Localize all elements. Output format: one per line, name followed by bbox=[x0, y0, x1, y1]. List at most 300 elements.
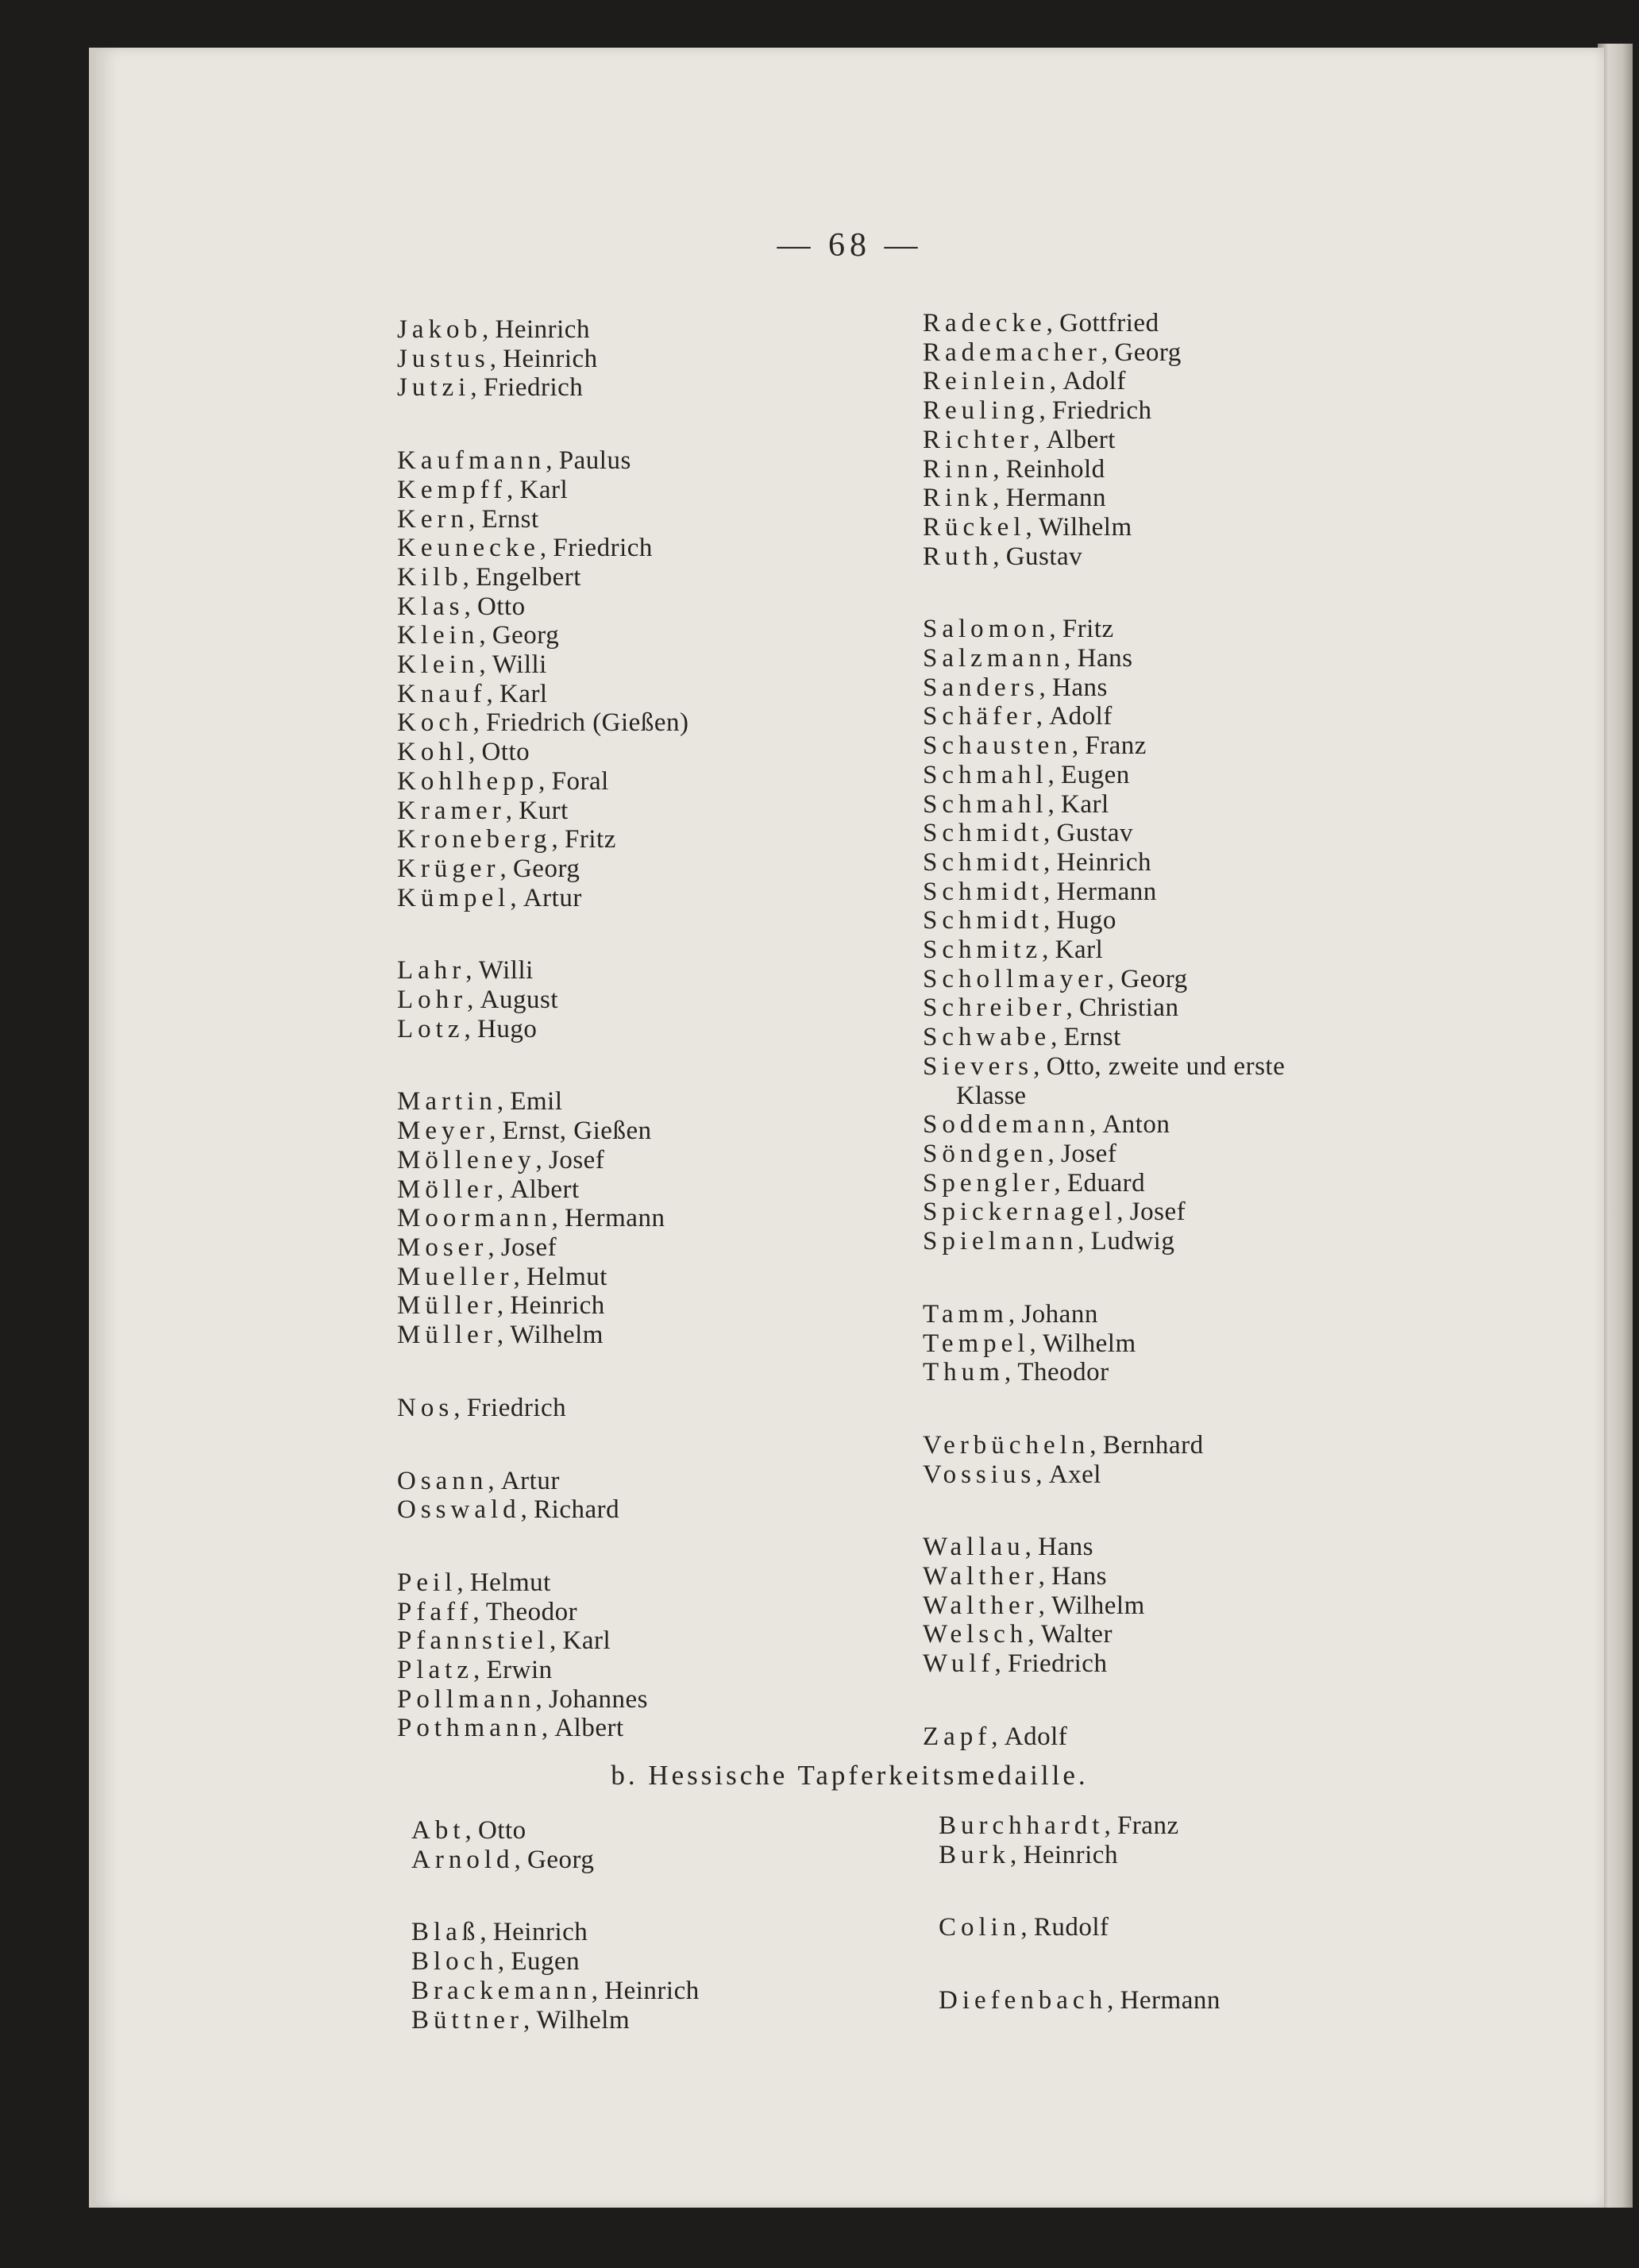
separator: , bbox=[496, 1174, 511, 1204]
separator: , bbox=[480, 1918, 493, 1947]
given-name: Foral bbox=[551, 766, 609, 796]
name-entry bbox=[923, 673, 1285, 703]
given-name: Friedrich bbox=[553, 534, 653, 563]
given-name: Theodor bbox=[1017, 1358, 1109, 1387]
separator: , bbox=[482, 315, 496, 344]
given-name: Ernst bbox=[481, 504, 539, 534]
surname: Pfannstiel bbox=[397, 1626, 550, 1656]
given-name: Bernhard bbox=[1102, 1430, 1204, 1460]
surname: Schausten bbox=[923, 731, 1072, 761]
given-name: Walter bbox=[1040, 1620, 1113, 1649]
separator: , bbox=[1010, 1840, 1024, 1869]
given-name: Josef bbox=[1061, 1139, 1117, 1168]
given-name: Reinhold bbox=[1005, 454, 1105, 484]
given-name: Otto bbox=[481, 738, 530, 767]
given-name: Karl bbox=[499, 679, 548, 708]
surname: Schmidt bbox=[923, 819, 1044, 848]
given-name: Adolf bbox=[1049, 702, 1113, 731]
surname: Pfaff bbox=[397, 1597, 473, 1626]
separator: , bbox=[551, 825, 565, 854]
section-title: b. Hessische Tapferkeitsmedaille. bbox=[611, 1760, 1089, 1791]
given-name: Willi bbox=[492, 650, 547, 680]
surname: Schmahl bbox=[923, 789, 1048, 819]
name-entry bbox=[923, 1140, 1285, 1169]
given-name: Gottfried bbox=[1059, 309, 1159, 338]
name-entry bbox=[397, 956, 688, 986]
given-name: Axel bbox=[1048, 1460, 1101, 1489]
surname: Jutzi bbox=[397, 373, 471, 403]
surname: Reinlein bbox=[923, 367, 1050, 396]
name-entry bbox=[939, 1811, 1221, 1841]
surname: Söndgen bbox=[923, 1139, 1048, 1168]
given-name: Anton bbox=[1102, 1110, 1170, 1140]
left-column bbox=[397, 315, 688, 1743]
name-entry bbox=[397, 1087, 688, 1117]
surname: Martin bbox=[397, 1087, 497, 1117]
name-entry bbox=[397, 1394, 688, 1423]
given-name: Artur bbox=[523, 883, 582, 912]
separator: , bbox=[1066, 993, 1079, 1023]
name-entry bbox=[923, 1358, 1285, 1387]
separator: , bbox=[523, 2005, 537, 2035]
name-entry bbox=[923, 513, 1285, 542]
surname: Kaufmann bbox=[397, 446, 546, 476]
separator: , bbox=[1004, 1358, 1018, 1387]
name-entry bbox=[923, 426, 1285, 455]
book-page bbox=[89, 48, 1604, 2208]
surname: Blaß bbox=[411, 1918, 480, 1947]
name-entry bbox=[411, 1947, 700, 1977]
separator: , bbox=[1104, 1811, 1117, 1840]
given-name: Friedrich bbox=[483, 373, 584, 403]
given-name: Helmut bbox=[469, 1568, 551, 1597]
name-entry bbox=[397, 884, 688, 913]
name-entry bbox=[397, 1467, 688, 1496]
name-entry bbox=[923, 1110, 1285, 1140]
surname: Brackemann bbox=[411, 1976, 592, 2005]
name-entry bbox=[397, 534, 688, 563]
surname: Sanders bbox=[923, 673, 1039, 702]
surname: Vossius bbox=[923, 1460, 1036, 1489]
surname: Richter bbox=[923, 425, 1034, 454]
group-spacer bbox=[923, 571, 1285, 615]
separator: , bbox=[1101, 338, 1115, 367]
given-name: Otto bbox=[477, 592, 526, 621]
separator: , bbox=[489, 1117, 503, 1146]
name-entry bbox=[397, 650, 688, 680]
surname: Salzmann bbox=[923, 644, 1065, 673]
surname: Osann bbox=[397, 1466, 488, 1495]
name-entry bbox=[923, 848, 1285, 878]
separator: , bbox=[510, 883, 523, 912]
separator: , bbox=[472, 708, 486, 738]
surname: Kohl bbox=[397, 738, 469, 767]
name-entry-continuation: Klasse bbox=[956, 1081, 1026, 1110]
separator: , bbox=[1025, 512, 1039, 542]
separator: , bbox=[1033, 425, 1047, 454]
name-entry bbox=[923, 1562, 1285, 1591]
separator: , bbox=[1038, 1562, 1052, 1591]
given-name: Hermann bbox=[1120, 1986, 1221, 2015]
group-spacer bbox=[923, 1489, 1285, 1533]
given-name: Hans bbox=[1077, 644, 1133, 673]
given-name: Heinrich bbox=[1023, 1840, 1118, 1869]
name-entry bbox=[923, 644, 1285, 673]
name-entry bbox=[923, 396, 1285, 426]
name-entry bbox=[923, 819, 1285, 848]
given-name: Josef bbox=[1129, 1198, 1186, 1227]
surname: Kramer bbox=[397, 796, 506, 825]
name-entry bbox=[923, 542, 1285, 572]
section-b-right-column bbox=[939, 1811, 1221, 2015]
given-name: Wilhelm bbox=[1038, 512, 1132, 542]
name-entry bbox=[411, 1977, 700, 2006]
surname: Zapf bbox=[923, 1722, 992, 1751]
given-name: Kurt bbox=[519, 796, 569, 825]
name-entry bbox=[397, 476, 688, 505]
separator: , bbox=[993, 484, 1006, 513]
surname: Kohlhepp bbox=[397, 766, 539, 796]
surname: Abt bbox=[411, 1816, 465, 1845]
group-spacer bbox=[939, 1869, 1221, 1913]
separator: , bbox=[1043, 819, 1057, 848]
separator: , bbox=[535, 1145, 549, 1174]
given-name: Hans bbox=[1051, 673, 1108, 702]
separator: , bbox=[1039, 396, 1052, 426]
surname: Lotz bbox=[397, 1014, 465, 1043]
separator: , bbox=[1038, 1591, 1052, 1620]
surname: Schmidt bbox=[923, 877, 1044, 906]
separator: , bbox=[514, 1845, 527, 1874]
given-name: Eduard bbox=[1066, 1168, 1146, 1198]
given-name: Adolf bbox=[1062, 367, 1126, 396]
separator: , bbox=[1020, 1913, 1034, 1942]
name-entry bbox=[923, 1198, 1285, 1227]
group-spacer bbox=[923, 1387, 1285, 1431]
surname: Schwabe bbox=[923, 1023, 1051, 1052]
given-name: Karl bbox=[1060, 789, 1109, 819]
given-name: August bbox=[480, 986, 558, 1015]
separator: , bbox=[1047, 760, 1061, 789]
surname: Burk bbox=[939, 1840, 1010, 1869]
name-entry bbox=[397, 708, 688, 738]
surname: Schmahl bbox=[923, 760, 1048, 789]
separator: , bbox=[1047, 789, 1061, 819]
group-spacer bbox=[397, 1423, 688, 1467]
surname: Klein bbox=[397, 621, 480, 650]
surname: Rückel bbox=[923, 512, 1026, 542]
surname: Schreiber bbox=[923, 993, 1066, 1023]
separator: , bbox=[1029, 1329, 1043, 1358]
given-name: Hugo bbox=[1056, 906, 1116, 935]
given-name: Karl bbox=[562, 1626, 611, 1656]
name-entry bbox=[923, 338, 1285, 368]
surname: Verbücheln bbox=[923, 1430, 1090, 1460]
given-name: Georg bbox=[1120, 964, 1188, 993]
surname: Walther bbox=[923, 1562, 1039, 1591]
name-entry bbox=[397, 1321, 688, 1350]
given-name: Albert bbox=[510, 1174, 580, 1204]
name-entry bbox=[923, 1431, 1285, 1460]
name-entry bbox=[939, 1841, 1221, 1870]
name-entry bbox=[923, 1300, 1285, 1329]
surname: Mueller bbox=[397, 1262, 514, 1291]
name-entry bbox=[923, 761, 1285, 790]
name-entry bbox=[397, 1568, 688, 1598]
surname: Radecke bbox=[923, 309, 1047, 338]
separator: , bbox=[1064, 644, 1078, 673]
name-entry bbox=[923, 1329, 1285, 1359]
surname: Krüger bbox=[397, 854, 500, 883]
name-entry bbox=[411, 1918, 700, 1947]
surname: Rink bbox=[923, 484, 993, 513]
surname: Wallau bbox=[923, 1533, 1025, 1562]
surname: Spickernagel bbox=[923, 1198, 1117, 1227]
surname: Müller bbox=[397, 1321, 497, 1350]
separator: , bbox=[469, 738, 482, 767]
separator: , bbox=[505, 796, 519, 825]
given-name: Adolf bbox=[1004, 1722, 1068, 1751]
name-entry bbox=[923, 935, 1285, 965]
separator: , bbox=[464, 592, 477, 621]
surname: Müller bbox=[397, 1291, 497, 1321]
separator: , bbox=[1078, 1227, 1091, 1256]
separator: , bbox=[1035, 702, 1050, 731]
name-entry bbox=[923, 906, 1285, 935]
separator: , bbox=[1043, 877, 1057, 906]
given-name: Heinrich bbox=[1056, 847, 1151, 877]
separator: , bbox=[1049, 615, 1062, 644]
separator: , bbox=[1043, 847, 1057, 877]
surname: Salomon bbox=[923, 615, 1050, 644]
given-name: Theodor bbox=[485, 1597, 578, 1626]
separator: , bbox=[470, 373, 484, 403]
surname: Platz bbox=[397, 1656, 473, 1685]
separator: , bbox=[991, 1722, 1005, 1751]
given-name: Hugo bbox=[476, 1014, 538, 1043]
separator: , bbox=[551, 1204, 565, 1233]
separator: , bbox=[546, 446, 559, 476]
separator: , bbox=[1039, 673, 1052, 702]
surname: Arnold bbox=[411, 1845, 515, 1874]
name-entry bbox=[923, 1460, 1285, 1490]
given-name: Fritz bbox=[565, 825, 616, 854]
surname: Moormann bbox=[397, 1204, 552, 1233]
name-entry bbox=[923, 731, 1285, 761]
group-spacer bbox=[923, 1256, 1285, 1300]
given-name: Engelbert bbox=[476, 562, 581, 592]
name-entry bbox=[397, 446, 688, 476]
name-entry bbox=[397, 563, 688, 592]
surname: Büttner bbox=[411, 2005, 523, 2035]
group-spacer bbox=[397, 912, 688, 956]
given-name: Georg bbox=[527, 1845, 595, 1874]
name-entry bbox=[923, 965, 1285, 994]
separator: , bbox=[496, 1321, 511, 1350]
name-entry bbox=[923, 993, 1285, 1023]
separator: , bbox=[468, 504, 482, 534]
separator: , bbox=[1107, 1986, 1120, 2015]
given-name: Karl bbox=[1055, 935, 1104, 965]
name-entry bbox=[923, 878, 1285, 907]
surname: Klas bbox=[397, 592, 465, 621]
name-entry bbox=[397, 680, 688, 709]
surname: Justus bbox=[397, 344, 490, 373]
surname: Moser bbox=[397, 1232, 488, 1262]
name-entry bbox=[397, 767, 688, 796]
name-entry bbox=[397, 1626, 688, 1656]
separator: , bbox=[472, 1597, 486, 1626]
given-name: Wilhelm bbox=[536, 2005, 631, 2035]
surname: Klein bbox=[397, 650, 480, 680]
separator: , bbox=[538, 766, 552, 796]
surname: Kern bbox=[397, 504, 469, 534]
given-name: Christian bbox=[1078, 993, 1179, 1023]
name-entry bbox=[397, 1656, 688, 1685]
separator: , bbox=[1047, 1139, 1061, 1168]
surname: Diefenbach bbox=[939, 1986, 1108, 2015]
group-spacer bbox=[397, 1043, 688, 1087]
separator: , bbox=[1028, 1620, 1041, 1649]
given-name: Heinrich bbox=[503, 344, 598, 373]
name-entry bbox=[923, 1722, 1285, 1752]
given-name: Richard bbox=[534, 1495, 620, 1525]
group-spacer bbox=[397, 1525, 688, 1568]
given-name: Heinrich bbox=[492, 1918, 588, 1947]
given-name: Johannes bbox=[549, 1684, 648, 1714]
surname: Schmitz bbox=[923, 935, 1043, 965]
name-entry bbox=[411, 1846, 700, 1875]
surname: Reuling bbox=[923, 396, 1039, 426]
given-name: Georg bbox=[492, 621, 560, 650]
name-entry bbox=[397, 1714, 688, 1743]
separator: , bbox=[457, 1568, 470, 1597]
name-entry bbox=[397, 854, 688, 884]
surname: Lahr bbox=[397, 956, 466, 986]
separator: , bbox=[507, 475, 520, 504]
surname: Osswald bbox=[397, 1495, 521, 1525]
surname: Pollmann bbox=[397, 1684, 536, 1714]
given-name: Hermann bbox=[565, 1204, 665, 1233]
surname: Jakob bbox=[397, 315, 482, 344]
given-name: Artur bbox=[500, 1466, 560, 1495]
given-name: Hermann bbox=[1056, 877, 1157, 906]
name-entry bbox=[397, 592, 688, 622]
surname: Rademacher bbox=[923, 338, 1101, 367]
separator: , bbox=[462, 562, 476, 592]
separator: , bbox=[513, 1262, 526, 1291]
name-entry bbox=[923, 1023, 1285, 1052]
given-name: Albert bbox=[554, 1714, 624, 1743]
name-entry bbox=[397, 505, 688, 534]
name-entry bbox=[397, 1685, 688, 1714]
separator: , bbox=[499, 854, 513, 883]
name-entry bbox=[397, 315, 688, 345]
given-name: Josef bbox=[548, 1145, 605, 1174]
surname: Spielmann bbox=[923, 1227, 1078, 1256]
name-entry bbox=[923, 1227, 1285, 1256]
given-name: Friedrich bbox=[1052, 396, 1152, 426]
separator: , bbox=[467, 986, 480, 1015]
name-entry bbox=[923, 1591, 1285, 1621]
surname: Möller bbox=[397, 1174, 497, 1204]
name-entry bbox=[397, 1291, 688, 1321]
name-entry bbox=[923, 702, 1285, 731]
name-entry bbox=[397, 1015, 688, 1044]
given-name: Wilhelm bbox=[1042, 1329, 1136, 1358]
given-name: Friedrich bbox=[1007, 1649, 1108, 1679]
given-name: Otto bbox=[478, 1816, 526, 1845]
name-entry bbox=[397, 1263, 688, 1292]
separator: , bbox=[1043, 906, 1057, 935]
given-name: Friedrich (Gießen) bbox=[485, 708, 689, 738]
surname: Thum bbox=[923, 1358, 1005, 1387]
given-name: Hermann bbox=[1005, 484, 1106, 513]
separator: , bbox=[497, 1947, 511, 1977]
separator: , bbox=[541, 1714, 555, 1743]
given-name: Helmut bbox=[526, 1262, 607, 1291]
name-entry bbox=[923, 1620, 1285, 1649]
name-entry bbox=[411, 2006, 700, 2035]
separator: , bbox=[486, 679, 499, 708]
surname: Welsch bbox=[923, 1620, 1028, 1649]
separator: , bbox=[472, 1656, 487, 1685]
name-entry bbox=[923, 309, 1285, 338]
surname: Colin bbox=[939, 1913, 1021, 1942]
given-name: Karl bbox=[519, 475, 569, 504]
surname: Bloch bbox=[411, 1947, 498, 1977]
name-entry bbox=[397, 1175, 688, 1205]
name-entry bbox=[923, 1052, 1285, 1082]
separator: , bbox=[1071, 731, 1086, 761]
surname: Koch bbox=[397, 708, 473, 738]
surname: Wulf bbox=[923, 1649, 995, 1679]
name-entry bbox=[397, 1204, 688, 1233]
separator: , bbox=[1033, 1051, 1047, 1081]
separator: , bbox=[1049, 367, 1063, 396]
separator: , bbox=[1054, 1168, 1067, 1198]
given-name: Heinrich bbox=[495, 315, 590, 344]
surname: Schmidt bbox=[923, 847, 1044, 877]
name-entry bbox=[397, 1233, 688, 1263]
separator: , bbox=[1116, 1198, 1130, 1227]
name-entry bbox=[397, 1598, 688, 1627]
surname: Nos bbox=[397, 1393, 454, 1422]
name-entry bbox=[397, 1117, 688, 1146]
separator: , bbox=[535, 1684, 550, 1714]
given-name: Georg bbox=[1114, 338, 1182, 367]
name-entry bbox=[411, 1816, 700, 1846]
name-entry bbox=[923, 1169, 1285, 1198]
surname: Tempel bbox=[923, 1329, 1030, 1358]
given-name: Wilhelm bbox=[510, 1321, 604, 1350]
separator: , bbox=[591, 1976, 605, 2005]
given-name: Paulus bbox=[558, 446, 631, 476]
surname: Pothmann bbox=[397, 1714, 542, 1743]
name-entry bbox=[923, 1649, 1285, 1679]
separator: , bbox=[488, 1466, 501, 1495]
given-name: Ernst, Gießen bbox=[502, 1117, 652, 1146]
separator: , bbox=[520, 1495, 534, 1525]
separator: , bbox=[1008, 1299, 1022, 1329]
group-spacer bbox=[397, 403, 688, 446]
separator: , bbox=[1042, 935, 1055, 965]
separator: , bbox=[479, 621, 492, 650]
name-entry bbox=[923, 484, 1285, 513]
name-entry bbox=[939, 1986, 1221, 2015]
given-name: Franz bbox=[1085, 731, 1147, 761]
surname: Lohr bbox=[397, 986, 468, 1015]
